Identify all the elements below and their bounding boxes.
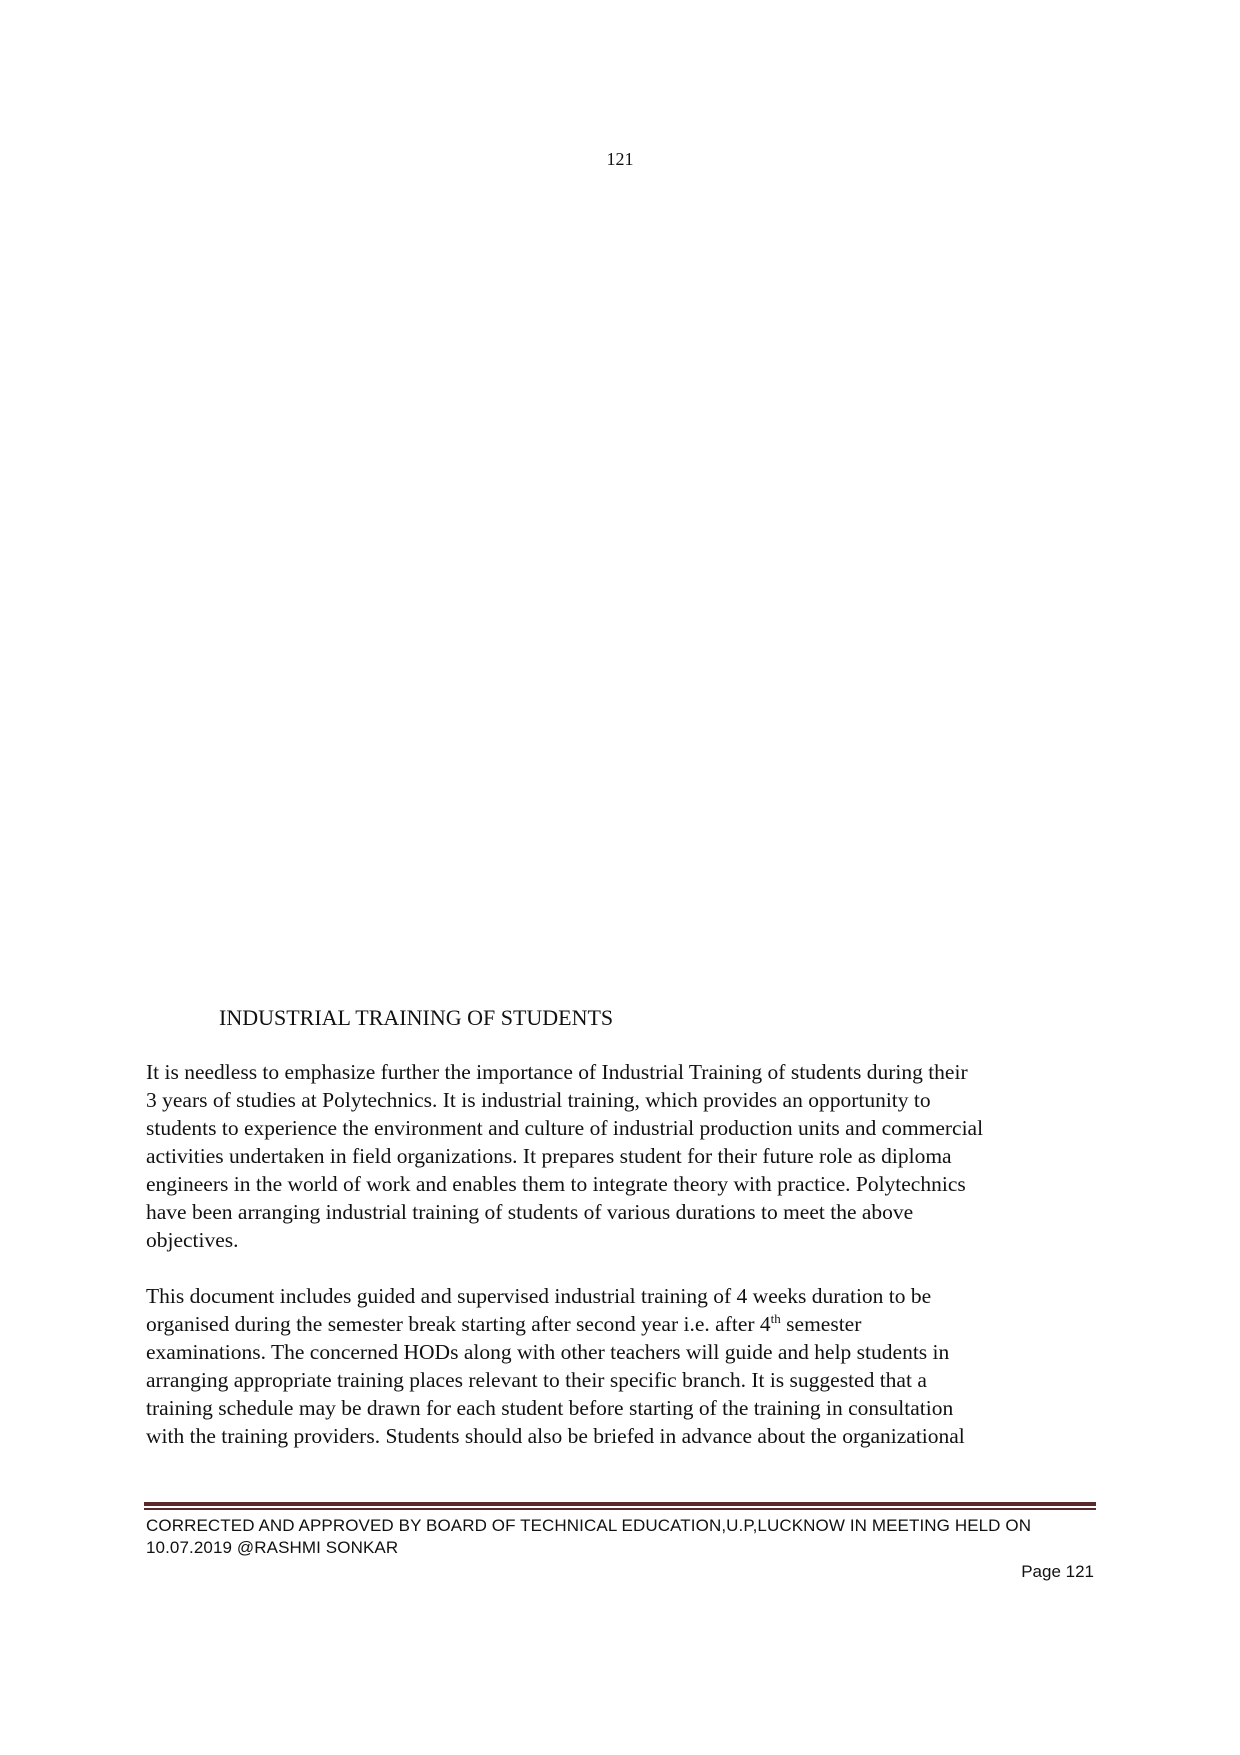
- paragraph-line: It is needless to emphasize further the importance of Industrial Training of students during their: [146, 1060, 968, 1084]
- paragraph-line: objectives.: [146, 1228, 239, 1252]
- paragraph-line: 3 years of studies at Polytechnics. It is industrial training, which provides an opportunity to: [146, 1088, 931, 1112]
- footer-divider: [144, 1502, 1096, 1511]
- line-text-before: organised during the semester break starting after second year i.e. after 4: [146, 1312, 771, 1336]
- top-page-number: 121: [606, 149, 634, 169]
- paragraph-line: This document includes guided and supervised industrial training of 4 weeks duration to be: [146, 1284, 932, 1308]
- paragraph-document-scope: [146, 1282, 965, 1450]
- paragraph-line: have been arranging industrial training of students of various durations to meet the above: [146, 1200, 914, 1224]
- paragraph-line: training schedule may be drawn for each student before starting of the training in consultation: [146, 1396, 954, 1420]
- footer-line: CORRECTED AND APPROVED BY BOARD OF TECHNICAL EDUCATION,U.P,LUCKNOW IN MEETING HELD ON: [146, 1516, 1032, 1535]
- footer-divider-thin-line: [144, 1508, 1096, 1510]
- paragraph-line: examinations. The concerned HODs along with other teachers will guide and help students in: [146, 1340, 950, 1364]
- paragraph-line: activities undertaken in field organizations. It prepares student for their future role as diploma: [146, 1144, 952, 1168]
- paragraph-line: engineers in the world of work and enables them to integrate theory with practice. Polytechnics: [146, 1172, 966, 1196]
- paragraph-line: students to experience the environment and culture of industrial production units and commercial: [146, 1116, 984, 1140]
- line-text-after: semester: [780, 1312, 862, 1336]
- section-heading: INDUSTRIAL TRAINING OF STUDENTS: [219, 1005, 614, 1030]
- paragraph-industrial-training-importance: [146, 1058, 983, 1254]
- footer-divider-thick-line: [144, 1502, 1096, 1506]
- footer-line: 10.07.2019 @RASHMI SONKAR: [146, 1538, 399, 1557]
- paragraph-line-with-superscript: [146, 1310, 965, 1338]
- paragraph-line: with the training providers. Students should also be briefed in advance about the organizational: [146, 1424, 965, 1448]
- footer-page-number: Page 121: [1021, 1562, 1094, 1581]
- paragraph-line: arranging appropriate training places relevant to their specific branch. It is suggested that a: [146, 1368, 927, 1392]
- ordinal-superscript: th: [770, 1310, 781, 1326]
- footer-approval-note: [146, 1515, 1031, 1559]
